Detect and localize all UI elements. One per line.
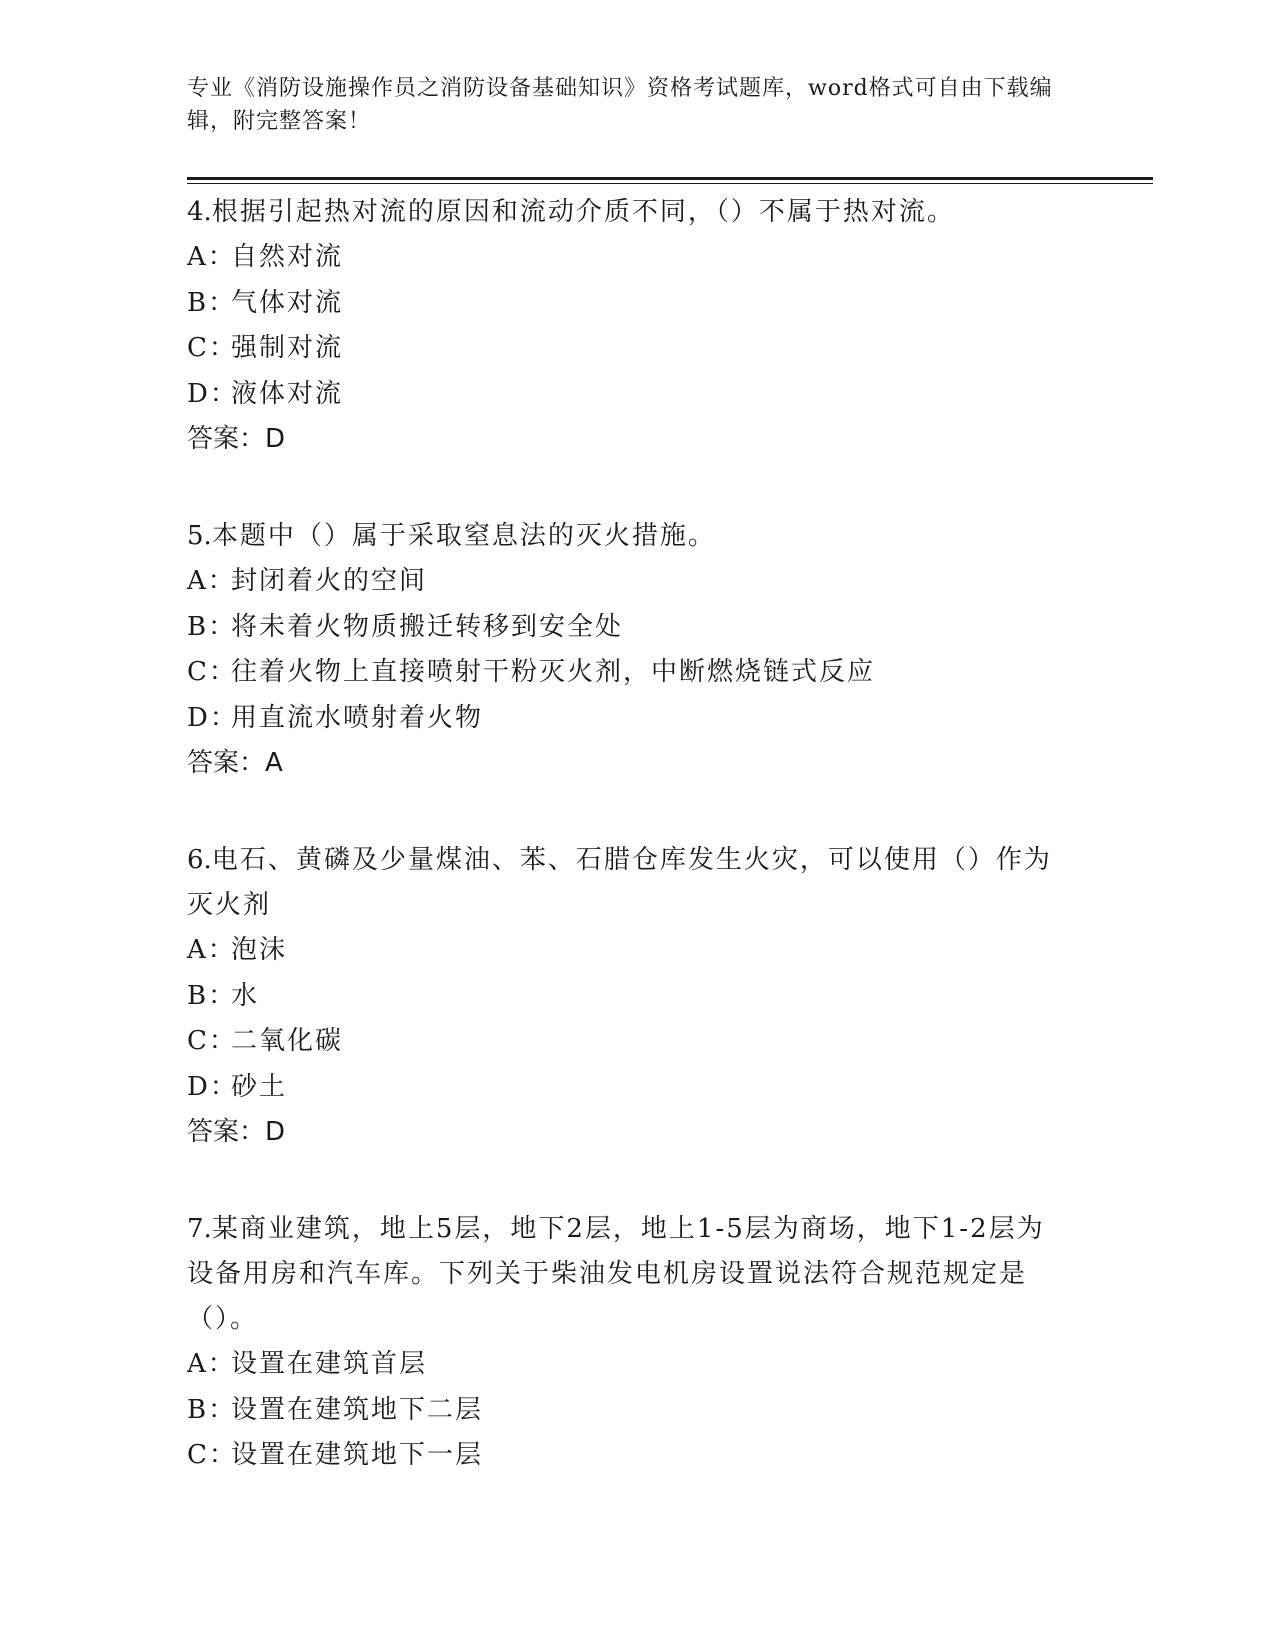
question-list [187,190,1067,1531]
option-label: A： [187,566,236,596]
option-c [187,326,1067,372]
question-stem: 电石、黄磷及少量煤油、苯、石腊仓库发生火灾，可以使用（）作为灭火剂 [187,845,1052,920]
option-text: 液体对流 [231,378,344,409]
option-text: 封闭着火的空间 [231,566,428,596]
answer-line [187,417,1067,462]
option-text: 用直流水喷射着火物 [231,702,484,733]
question-number: 4. [187,197,212,227]
option-d [187,372,1067,418]
option-a [187,928,1067,974]
answer-label: 答案： [187,1117,266,1147]
question-5 [187,514,1067,786]
option-text: 往着火物上直接喷射干粉灭火剂，中断燃烧链式反应 [231,657,876,687]
question-number: 7. [187,1214,212,1244]
option-label: B： [187,1394,237,1425]
answer-value: A [265,748,283,778]
option-text: 泡沫 [231,935,288,965]
header-divider-thin [187,183,1153,184]
question-text [187,1207,1067,1342]
option-text: 水 [231,980,260,1011]
question-7 [187,1207,1067,1479]
option-text: 气体对流 [231,287,344,318]
option-label: D： [187,378,238,409]
option-label: B： [187,611,237,642]
option-text: 将未着火物质搬迁转移到安全处 [231,611,624,642]
option-label: A： [187,1349,236,1379]
option-label: C： [187,1440,237,1470]
question-number: 6. [187,845,212,875]
question-stem: 根据引起热对流的原因和流动介质不同，（）不属于热对流。 [211,197,955,227]
header-divider-thick [187,177,1153,180]
option-b [187,281,1067,327]
answer-value: D [265,1117,286,1147]
option-b [187,605,1067,651]
option-label: C： [187,333,237,363]
option-text: 强制对流 [231,333,344,363]
answer-label: 答案： [187,424,266,454]
option-text: 砂土 [231,1071,288,1102]
answer-line [187,1110,1067,1155]
answer-label: 答案： [187,748,266,778]
option-a [187,235,1067,281]
option-c [187,1019,1067,1065]
question-6 [187,838,1067,1155]
option-text: 设置在建筑首层 [231,1349,428,1379]
question-number: 5. [187,521,212,551]
option-d [187,696,1067,742]
question-stem: 本题中（）属于采取窒息法的灭火措施。 [211,521,716,551]
option-d [187,1065,1067,1111]
answer-value: D [265,424,286,454]
option-b [187,1388,1067,1434]
option-label: B： [187,287,237,318]
option-a [187,559,1067,605]
option-text: 二氧化碳 [231,1026,344,1056]
option-label: C： [187,657,237,687]
question-stem: 某商业建筑，地上5层，地下2层，地上1-5层为商场，地下1-2层为设备用房和汽车库。下列关于柴油发电机房设置说法符合规范规定是（）。 [187,1214,1045,1334]
question-text [187,838,1067,928]
question-4 [187,190,1067,462]
document-header: 专业《消防设施操作员之消防设备基础知识》资格考试题库，word格式可自由下载编辑，附完整答案！ [187,76,1053,134]
option-text: 自然对流 [231,242,344,272]
option-text: 设置在建筑地下二层 [231,1394,484,1425]
option-c [187,1433,1067,1479]
answer-line [187,741,1067,786]
option-label: D： [187,1071,238,1102]
option-label: A： [187,242,236,272]
option-c [187,650,1067,696]
option-label: B： [187,980,237,1011]
option-label: C： [187,1026,237,1056]
option-label: D： [187,702,238,733]
question-text [187,190,1067,235]
option-a [187,1342,1067,1388]
option-label: A： [187,935,236,965]
question-text [187,514,1067,559]
option-b [187,974,1067,1020]
option-text: 设置在建筑地下一层 [231,1440,484,1470]
